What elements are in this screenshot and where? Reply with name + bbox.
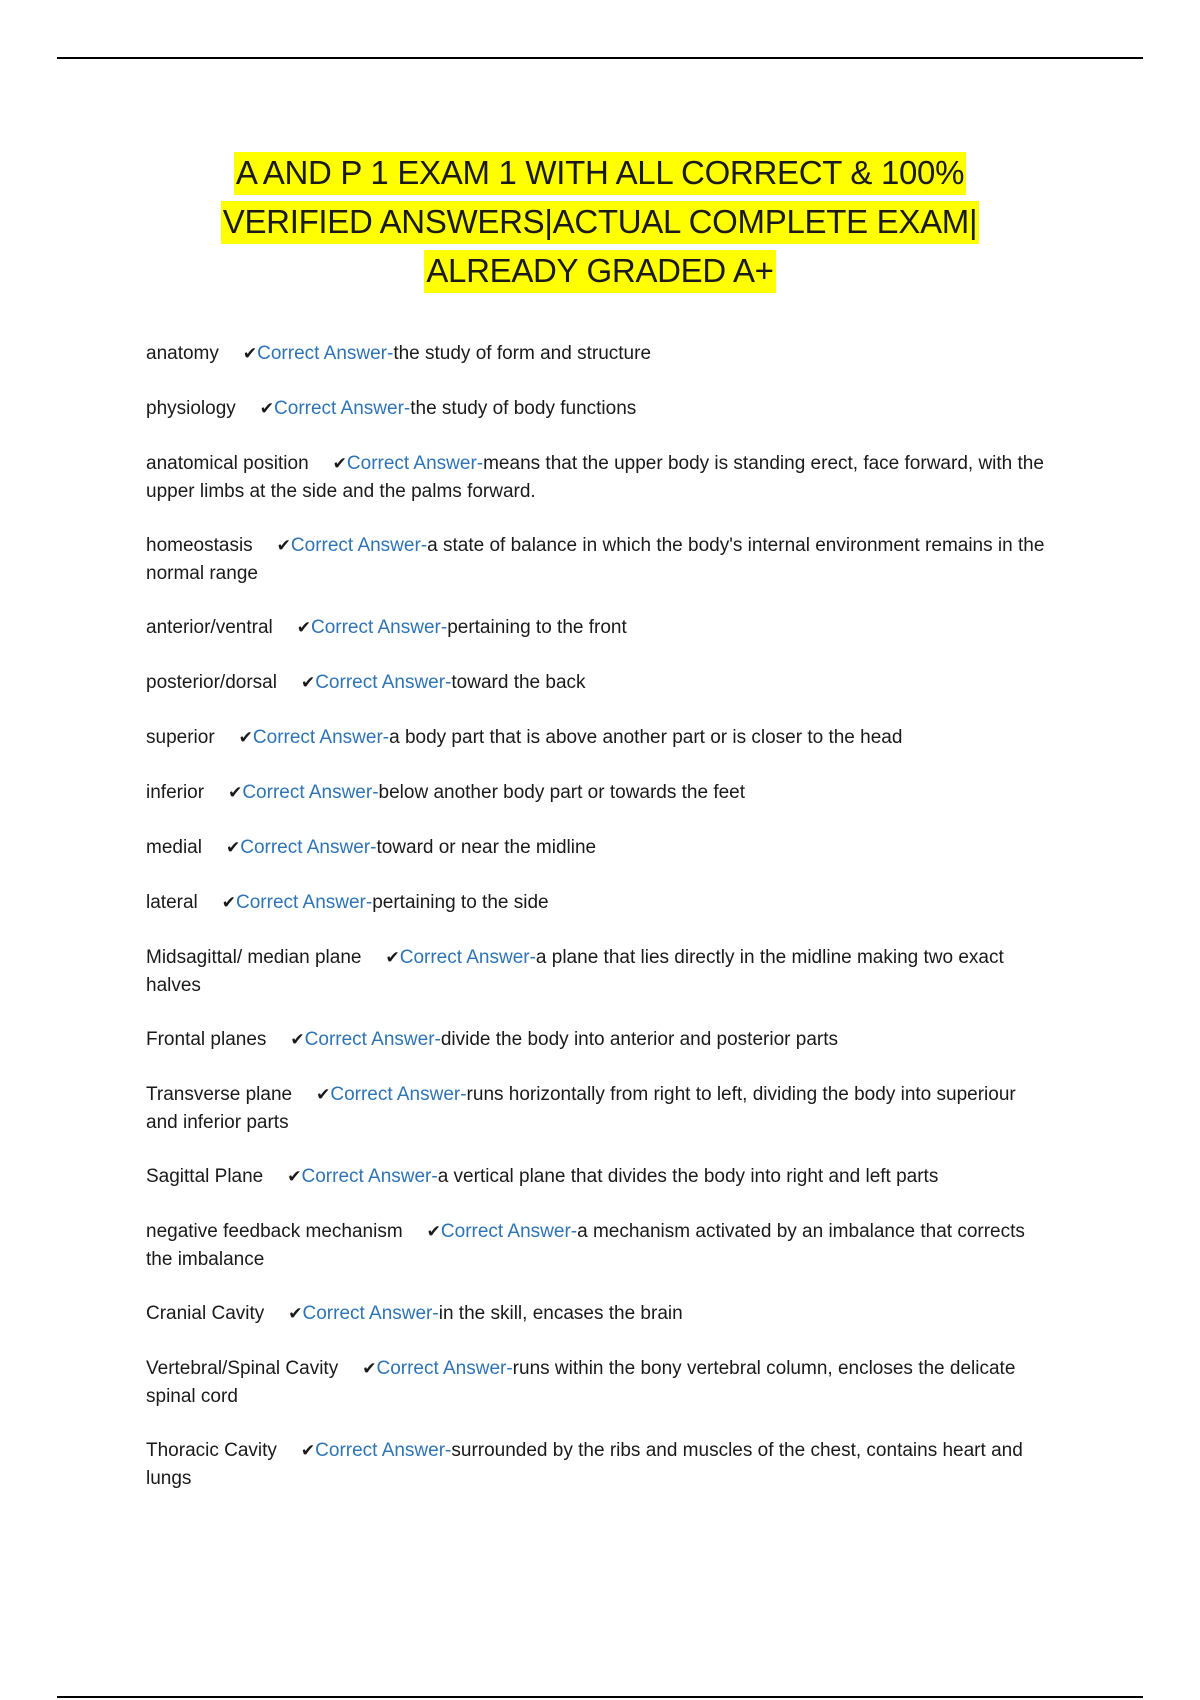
checkmark-icon: ✔ [238,728,253,748]
checkmark-icon: ✔ [242,344,258,364]
qa-entry [146,614,1046,642]
checkmark-icon: ✔ [290,1030,305,1050]
entry-term: Cranial Cavity [146,1303,265,1324]
checkmark-icon: ✔ [316,1085,331,1105]
entry-definition: the study of body functions [410,398,637,419]
entry-definition: toward the back [451,672,586,693]
checkmark-icon: ✔ [332,454,347,474]
checkmark-icon: ✔ [225,838,241,858]
entry-definition: surrounded by the ribs and muscles of the chest, contains heart and lungs [146,1440,1023,1489]
qa-entry [146,1355,1046,1410]
header-rule [57,57,1143,59]
checkmark-icon: ✔ [221,893,236,913]
entry-term: negative feedback mechanism [146,1221,403,1242]
entry-term: superior [146,727,215,748]
entry-definition: the study of form and structure [393,343,652,364]
qa-entry [146,532,1046,587]
title-line-1: A AND P 1 EXAM 1 WITH ALL CORRECT & 100% [234,152,966,195]
checkmark-icon: ✔ [276,536,291,556]
qa-entry [146,450,1046,505]
entry-definition: pertaining to the front [447,617,627,638]
entry-term: Thoracic Cavity [146,1440,277,1461]
answer-label: Correct Answer- [304,1029,441,1050]
entry-term: Vertebral/Spinal Cavity [146,1358,339,1379]
answer-label: Correct Answer- [257,343,394,364]
entry-definition: in the skill, encases the brain [438,1303,683,1324]
entry-term: inferior [146,782,205,803]
entry-term: physiology [146,398,236,419]
checkmark-icon: ✔ [287,1167,302,1187]
checkmark-icon: ✔ [385,948,400,968]
answer-label: Correct Answer- [310,617,448,638]
checkmark-icon: ✔ [426,1222,441,1242]
answer-label: Correct Answer- [240,837,377,858]
entry-term: anatomical position [146,453,309,474]
entry-definition: a state of balance in which the body's internal environment remains in the normal range [146,535,1045,584]
entry-term: homeostasis [146,535,253,556]
answer-label: Correct Answer- [252,727,390,748]
qa-entry [146,1300,1046,1328]
answer-label: Correct Answer- [440,1221,578,1242]
qa-entry [146,1163,1046,1191]
qa-entry [146,1026,1046,1054]
entry-definition: toward or near the midline [376,837,597,858]
qa-entry [146,889,1046,917]
entry-term: Transverse plane [146,1084,293,1105]
entry-term: posterior/dorsal [146,672,277,693]
entry-term: anatomy [146,343,219,364]
checkmark-icon: ✔ [362,1359,377,1379]
entry-definition: pertaining to the side [372,892,549,913]
entry-term: Frontal planes [146,1029,267,1050]
answer-label: Correct Answer- [301,1166,438,1187]
qa-entry [146,834,1046,862]
qa-entry [146,340,1046,368]
title-line-3: ALREADY GRADED A+ [424,250,775,293]
answer-label: Correct Answer- [302,1303,439,1324]
entry-term: anterior/ventral [146,617,273,638]
answer-label: Correct Answer- [315,672,452,693]
entry-term: medial [146,837,202,858]
answer-label: Correct Answer- [236,892,373,913]
qa-entry [146,669,1046,697]
entry-definition: a vertical plane that divides the body into right and left parts [437,1166,939,1187]
page-title [0,148,1200,295]
answer-label: Correct Answer- [376,1358,513,1379]
entry-definition: runs within the bony vertebral column, encloses the delicate spinal cord [146,1358,1016,1407]
qa-list [146,340,1046,1519]
checkmark-icon: ✔ [228,783,243,803]
checkmark-icon: ✔ [288,1304,303,1324]
entry-definition: means that the upper body is standing erect, face forward, with the upper limbs at the side and the palms forward. [146,453,1044,502]
entry-definition: below another body part or towards the feet [378,782,746,803]
qa-entry [146,779,1046,807]
entry-definition: runs horizontally from right to left, dividing the body into superiour and inferior parts [146,1084,1016,1133]
qa-entry [146,1437,1046,1492]
qa-entry [146,395,1046,423]
qa-entry [146,1218,1046,1273]
checkmark-icon: ✔ [300,1441,316,1461]
entry-definition: a body part that is above another part or is closer to the head [389,727,903,748]
entry-definition: a plane that lies directly in the midline making two exact halves [146,947,1004,996]
answer-label: Correct Answer- [399,947,536,968]
answer-label: Correct Answer- [274,398,411,419]
checkmark-icon: ✔ [296,618,311,638]
footer-rule [57,1696,1143,1698]
entry-term: Sagittal Plane [146,1166,264,1187]
qa-entry [146,944,1046,999]
answer-label: Correct Answer- [330,1084,467,1105]
entry-definition: a mechanism activated by an imbalance that corrects the imbalance [146,1221,1025,1270]
answer-label: Correct Answer- [315,1440,452,1461]
entry-definition: divide the body into anterior and posterior parts [440,1029,838,1050]
checkmark-icon: ✔ [300,673,316,693]
entry-term: lateral [146,892,198,913]
entry-term: Midsagittal/ median plane [146,947,362,968]
qa-entry [146,1081,1046,1136]
checkmark-icon: ✔ [259,399,275,419]
title-line-2: VERIFIED ANSWERS|ACTUAL COMPLETE EXAM| [221,201,980,244]
qa-entry [146,724,1046,752]
answer-label: Correct Answer- [290,535,428,556]
answer-label: Correct Answer- [242,782,379,803]
answer-label: Correct Answer- [346,453,484,474]
